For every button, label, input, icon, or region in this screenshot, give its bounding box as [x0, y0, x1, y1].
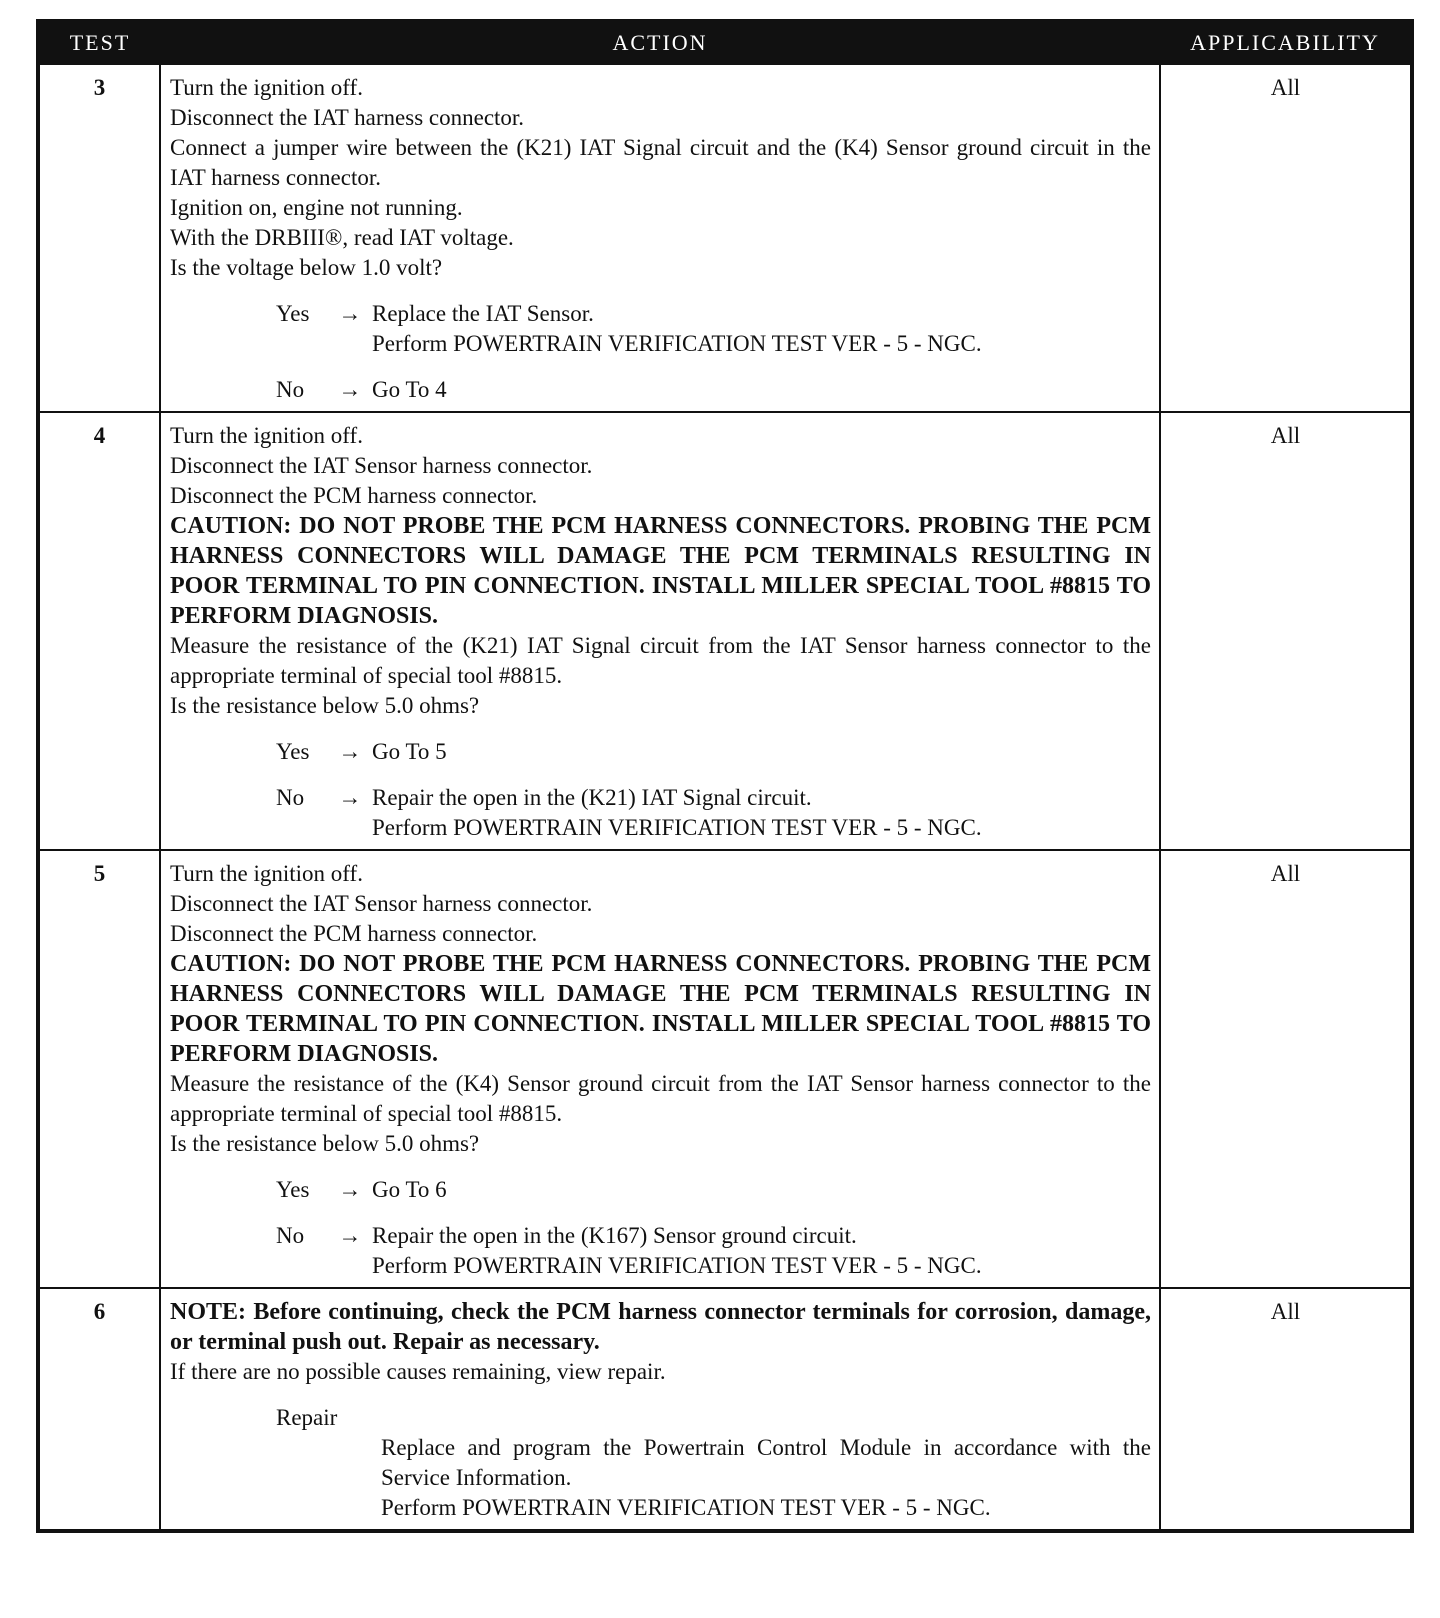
yes-answer [276, 299, 1151, 359]
header-test: TEST [38, 21, 160, 64]
arrow-right-icon: → [338, 377, 362, 402]
no-result-line: Repair the open in the (K21) IAT Signal circuit. [372, 785, 812, 810]
header-applicability: APPLICABILITY [1160, 21, 1412, 64]
step-line: Disconnect the IAT Sensor harness connector. [170, 453, 593, 478]
no-answer [276, 783, 1151, 843]
arrow-right-icon: → [338, 1177, 362, 1202]
arrow-right-icon: → [338, 785, 362, 810]
applicability-value: All [1160, 850, 1412, 1288]
yes-result-line: Go To 6 [372, 1177, 447, 1202]
no-result-line: Go To 4 [372, 377, 447, 402]
no-result-line: Perform POWERTRAIN VERIFICATION TEST VER - 5 - NGC. [372, 815, 982, 840]
step-line: Measure the resistance of the (K21) IAT Signal circuit from the IAT Sensor harness connector to the appropriate terminal of special tool #8815. [170, 633, 1151, 688]
yes-answer [276, 737, 1151, 767]
arrow-right-icon: → [338, 1223, 362, 1248]
step-line: Disconnect the PCM harness connector. [170, 483, 538, 508]
repair-line: Perform POWERTRAIN VERIFICATION TEST VER - 5 - NGC. [381, 1495, 991, 1520]
repair-block [276, 1403, 1151, 1523]
step-line: Disconnect the IAT Sensor harness connector. [170, 891, 593, 916]
table-row [38, 850, 1412, 1288]
step-line: Is the resistance below 5.0 ohms? [170, 693, 480, 718]
arrow-right-icon: → [338, 301, 362, 326]
yes-result-line: Perform POWERTRAIN VERIFICATION TEST VER - 5 - NGC. [372, 331, 982, 356]
yes-label: Yes [276, 1177, 310, 1202]
yes-label: Yes [276, 739, 310, 764]
action-cell [160, 850, 1160, 1288]
yes-result-line: Replace the IAT Sensor. [372, 301, 594, 326]
note-text: NOTE: Before continuing, check the PCM harness connector terminals for corrosion, damage, or terminal push out. Repair as necessary. [170, 1299, 1151, 1355]
step-line: Turn the ignition off. [170, 75, 363, 100]
step-line: With the DRBIII®, read IAT voltage. [170, 225, 514, 250]
yes-label: Yes [276, 301, 310, 326]
step-line: If there are no possible causes remaining, view repair. [170, 1359, 666, 1384]
applicability-value: All [1160, 64, 1412, 412]
action-cell [160, 412, 1160, 850]
diagnostic-test-table [36, 19, 1414, 1533]
test-number: 6 [38, 1288, 160, 1531]
no-answer [276, 375, 1151, 405]
test-number: 3 [38, 64, 160, 412]
test-number: 5 [38, 850, 160, 1288]
step-line: Turn the ignition off. [170, 861, 363, 886]
header-action: ACTION [160, 21, 1160, 64]
table-header-row [38, 21, 1412, 64]
yes-result-line: Go To 5 [372, 739, 447, 764]
no-label: No [276, 1223, 305, 1248]
step-line: Connect a jumper wire between the (K21) IAT Signal circuit and the (K4) Sensor ground circuit in the IAT harness connector. [170, 135, 1151, 190]
action-cell [160, 1288, 1160, 1531]
table-row [38, 64, 1412, 412]
arrow-right-icon: → [338, 739, 362, 764]
no-result-line: Perform POWERTRAIN VERIFICATION TEST VER - 5 - NGC. [372, 1253, 982, 1278]
applicability-value: All [1160, 412, 1412, 850]
step-line: Disconnect the PCM harness connector. [170, 921, 538, 946]
step-line: Measure the resistance of the (K4) Sensor ground circuit from the IAT Sensor harness connector to the appropriate terminal of special tool #8815. [170, 1071, 1151, 1126]
yes-answer [276, 1175, 1151, 1205]
no-result-line: Repair the open in the (K167) Sensor ground circuit. [372, 1223, 857, 1248]
test-number: 4 [38, 412, 160, 850]
no-answer [276, 1221, 1151, 1281]
step-line: Is the voltage below 1.0 volt? [170, 255, 443, 280]
table-row [38, 1288, 1412, 1531]
repair-line: Replace and program the Powertrain Control Module in accordance with the Service Information. [381, 1435, 1151, 1490]
no-label: No [276, 377, 305, 402]
step-line: Ignition on, engine not running. [170, 195, 463, 220]
repair-label: Repair [276, 1405, 338, 1430]
action-cell [160, 64, 1160, 412]
no-label: No [276, 785, 305, 810]
step-line: Is the resistance below 5.0 ohms? [170, 1131, 480, 1156]
caution-text: CAUTION: DO NOT PROBE THE PCM HARNESS CONNECTORS. PROBING THE PCM HARNESS CONNECTORS WILL DAMAGE THE PCM TERMINALS RESULTING IN POOR TERMINAL TO PIN CONNECTION. INSTALL MILLER SPECIAL TOOL #8815 TO PERFORM DIAGNOSIS. [170, 513, 1151, 629]
applicability-value: All [1160, 1288, 1412, 1531]
caution-text: CAUTION: DO NOT PROBE THE PCM HARNESS CONNECTORS. PROBING THE PCM HARNESS CONNECTORS WILL DAMAGE THE PCM TERMINALS RESULTING IN POOR TERMINAL TO PIN CONNECTION. INSTALL MILLER SPECIAL TOOL #8815 TO PERFORM DIAGNOSIS. [170, 951, 1151, 1067]
step-line: Disconnect the IAT harness connector. [170, 105, 525, 130]
step-line: Turn the ignition off. [170, 423, 363, 448]
table-row [38, 412, 1412, 850]
